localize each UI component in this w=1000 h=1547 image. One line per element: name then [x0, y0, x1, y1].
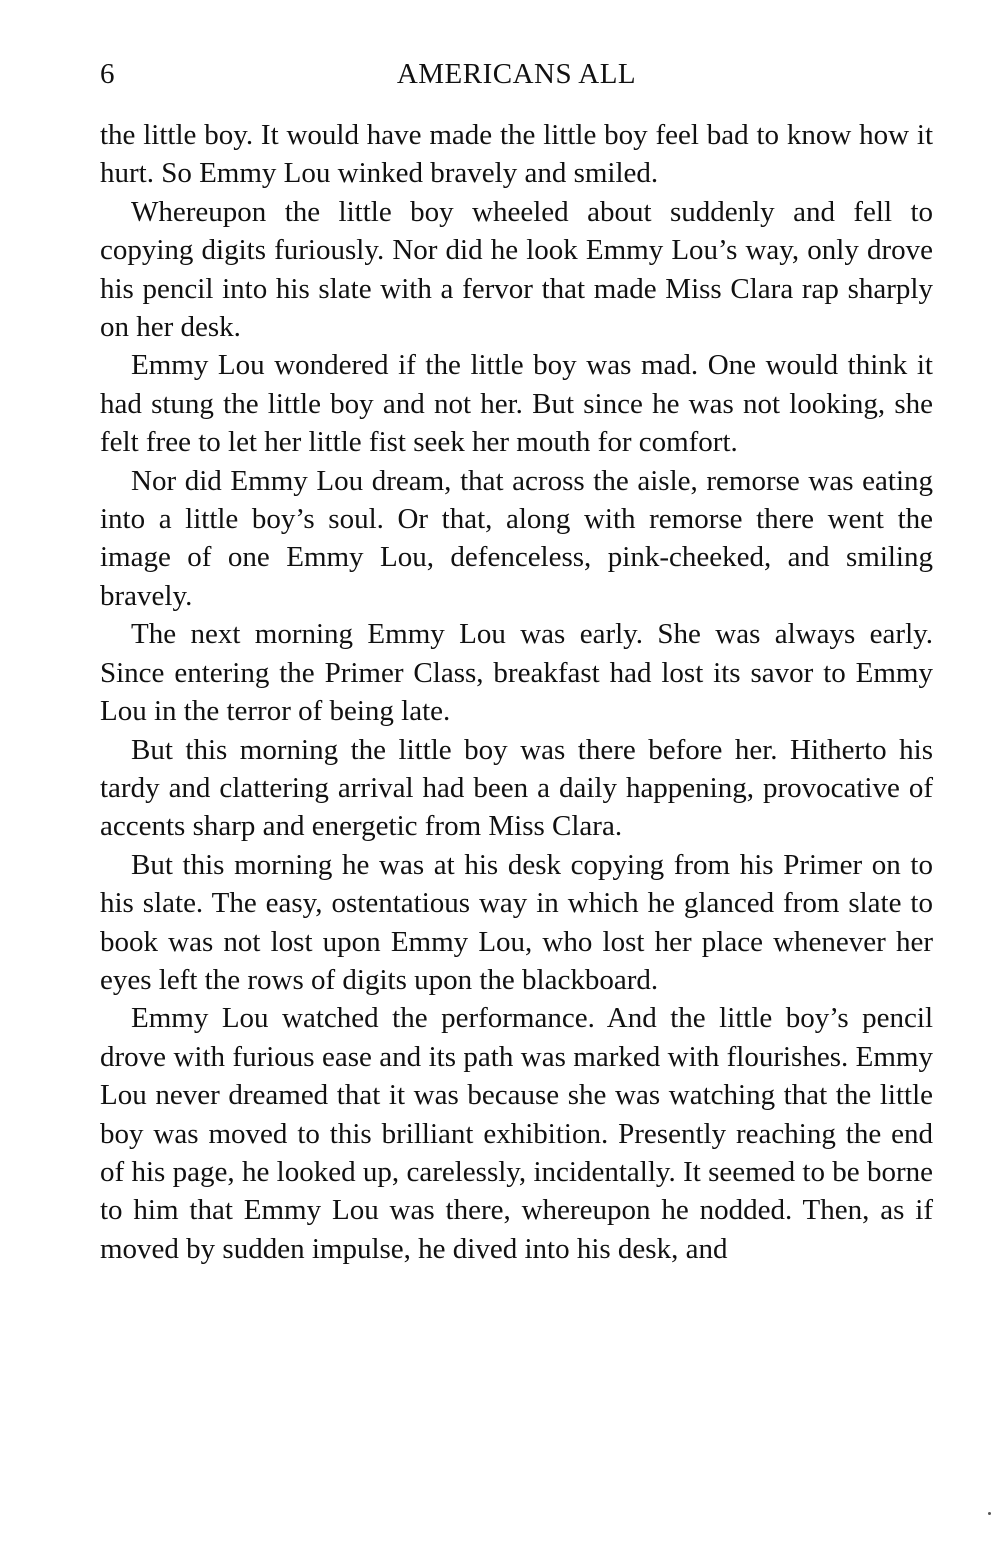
paragraph: Emmy Lou watched the performance. And the little boy’s pencil drove with furious ease and its path was marked with flourishes. Emmy Lou never dreamed that it was because she was watching that the little boy was moved to this brilliant exhibition. Presently reaching the end of his page, he looked up, carelessly, incidentally. It seemed to be borne to him that Emmy Lou was there, whereupon he nodded. Then, as if moved by sudden impulse, he dived into his desk, and: [100, 1002, 933, 1265]
paragraph-continued: the little boy. It would have made the little boy feel bad to know how it hurt. So Emmy Lou winked bravely and smiled.: [100, 119, 933, 190]
body-text: [100, 116, 933, 1268]
paragraph: The next morning Emmy Lou was early. She was always early. Since entering the Primer Class, breakfast had lost its savor to Emmy Lou in the terror of being late.: [100, 618, 933, 728]
page-number: 6: [100, 58, 115, 90]
page-header: [100, 58, 933, 98]
paragraph: But this morning he was at his desk copying from his Primer on to his slate. The easy, ostentatious way in which he glanced from slate to book was not lost upon Emmy Lou, who lost her place whenever her eyes left the rows of digits upon the blackboard.: [100, 848, 933, 996]
paragraph: Whereupon the little boy wheeled about suddenly and fell to copying digits furiously. Nor did he look Emmy Lou’s way, only drove his pencil into his slate with a fervor that made Miss Clara rap sharply on her desk.: [100, 195, 933, 344]
ink-speck: [988, 1512, 991, 1515]
running-title: AMERICANS ALL: [396, 58, 637, 90]
paragraph: Emmy Lou wondered if the little boy was mad. One would think it had stung the little boy and not her. But since he was not looking, she felt free to let her little fist seek her mouth for comfort.: [100, 349, 933, 459]
paragraph: But this morning the little boy was there before her. Hitherto his tardy and clattering arrival had been a daily happening, provocative of accents sharp and energetic from Miss Clara.: [100, 733, 933, 843]
paragraph: Nor did Emmy Lou dream, that across the aisle, remorse was eating into a little boy’s soul. Or that, along with remorse there went the image of one Emmy Lou, defenceless, pink-cheeked, and smiling bravely.: [100, 464, 933, 612]
